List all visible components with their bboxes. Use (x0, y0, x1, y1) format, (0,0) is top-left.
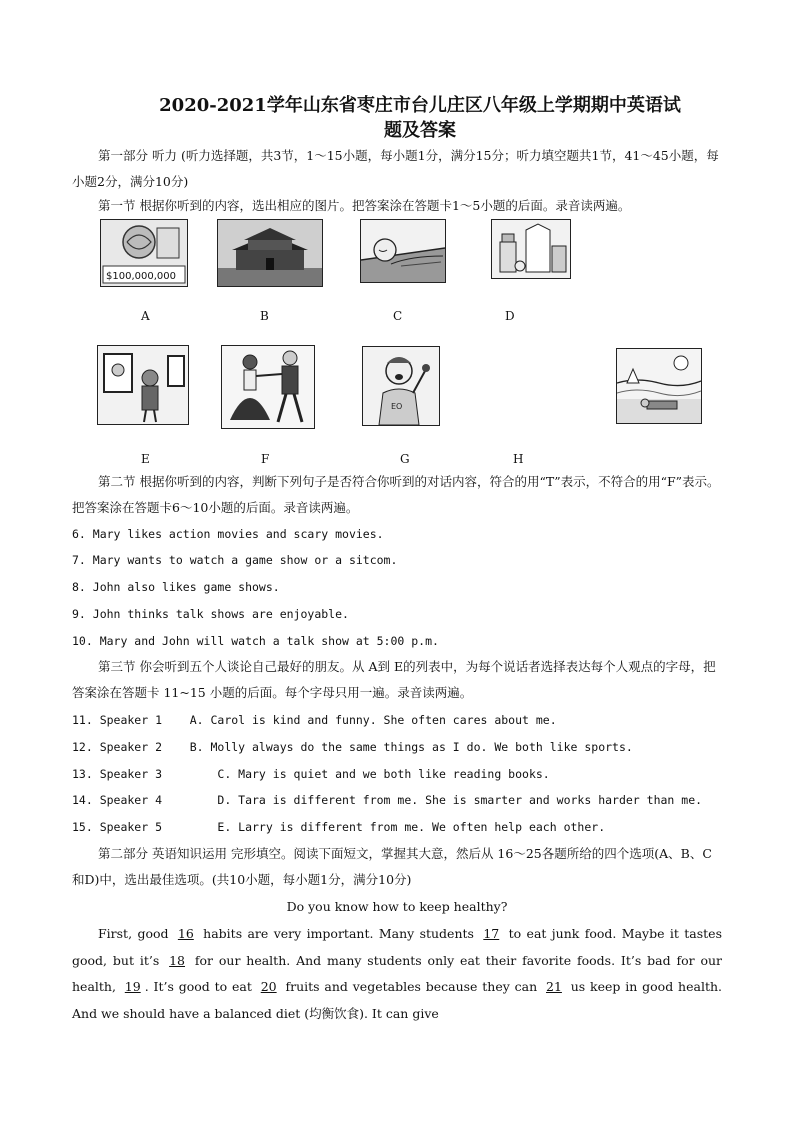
passage-text: First, good (98, 926, 174, 941)
speaker-12: 12. Speaker 2 B. Molly always do the same things as I do. We both like sports. (72, 740, 633, 754)
milk-bottles-image (492, 220, 570, 278)
section2-instruction: 第二节 根据你听到的内容，判断下列句子是否符合你听到的对话内容，符合的用“T”表示，不符合的用“F”表示。把答案涂在答题卡6～10小题的后面。录音读两遍。 (72, 474, 720, 515)
picture-a (100, 219, 188, 287)
label-c: C (393, 309, 403, 323)
label-d: D (505, 309, 515, 323)
picture-c (360, 219, 446, 283)
speaker-13: 13. Speaker 3 C. Mary is quiet and we both like reading books. (72, 767, 550, 781)
singing-boy-image (363, 347, 439, 425)
statement-8: 8. John also likes game shows. (72, 580, 280, 594)
picture-d (491, 219, 571, 279)
picture-b (217, 219, 323, 287)
passage-title: Do you know how to keep healthy? (286, 899, 508, 914)
passage-text: for our health. And many students only eat their favorite foods. It’s bad for our health, (72, 952, 722, 994)
page-title (80, 93, 760, 143)
passage-text: to eat junk food. Maybe it tastes good, but it’s (72, 926, 722, 968)
label-f: F (261, 452, 270, 466)
blank-18: 18 (169, 952, 186, 968)
passage-text: us keep in good health. And we should have a balanced diet (均衡饮食). It can give (72, 979, 722, 1021)
blank-20: 20 (260, 979, 277, 994)
title-line-1: 2020-2021学年山东省枣庄市台儿庄区八年级上学期期中英语试 (159, 95, 681, 116)
beach-image (617, 349, 701, 423)
section3-instruction: 第三节 你会听到五个人谈论自己最好的朋友。从 A到 E的列表中，为每个说话者选择表达每个人观点的字母，把答案涂在答题卡 11~15 小题的后面。每个字母只用一遍。录音读两遍。 (72, 659, 716, 700)
museum-painting-image (98, 346, 188, 424)
picture-f (221, 345, 315, 429)
blank-19: 19 (124, 979, 141, 994)
part2-intro: 第二部分 英语知识运用 完形填空。阅读下面短文，掌握其大意，然后从 16～25各题所给的四个选项(A、B、C和D)中，选出最佳选项。(共10小题，每小题1分，满分10分) (72, 846, 712, 887)
passage-text: . It’s good to eat (144, 979, 257, 994)
label-e: E (141, 452, 150, 466)
money-image (101, 220, 187, 286)
svg-text:EO: EO (391, 402, 403, 411)
money-caption: $100,000,000 (106, 271, 176, 282)
statement-9: 9. John thinks talk shows are enjoyable. (72, 607, 349, 621)
picture-g (362, 346, 440, 426)
picture-e (97, 345, 189, 425)
label-b: B (260, 309, 269, 323)
passage-text: habits are very important. Many students (197, 926, 480, 941)
part1-intro: 第一部分 听力 (听力选择题，共3节，1～15小题，每小题1分，满分15分；听力填空题共1节，41～45小题，每小题2分，满分10分) (72, 148, 719, 189)
statement-7: 7. Mary wants to watch a game show or a sitcom. (72, 553, 398, 567)
blank-16: 16 (177, 926, 194, 941)
label-g: G (400, 452, 410, 466)
sleeping-boy-image (361, 220, 445, 282)
picture-h (616, 348, 702, 424)
statement-6: 6. Mary likes action movies and scary movies. (72, 527, 384, 541)
tiananmen-image (218, 220, 322, 286)
statement-10: 10. Mary and John will watch a talk show at 5:00 p.m. (72, 634, 439, 648)
speaker-11: 11. Speaker 1 A. Carol is kind and funny. She often cares about me. (72, 713, 557, 727)
section1-instruction: 第一节 根据你听到的内容，选出相应的图片。把答案涂在答题卡1～5小题的后面。录音读两遍。 (98, 198, 631, 213)
title-line-2: 题及答案 (384, 120, 456, 141)
blank-17: 17 (483, 926, 500, 941)
cloze-passage (72, 921, 722, 1027)
label-a: A (141, 309, 150, 323)
label-h: H (513, 452, 524, 466)
passage-text: fruits and vegetables because they can (280, 979, 542, 994)
blank-21: 21 (546, 979, 562, 994)
dancing-couple-image (222, 346, 314, 428)
speaker-14: 14. Speaker 4 D. Tara is different from me. She is smarter and works harder than me. (72, 793, 703, 807)
speaker-15: 15. Speaker 5 E. Larry is different from me. We often help each other. (72, 820, 606, 834)
